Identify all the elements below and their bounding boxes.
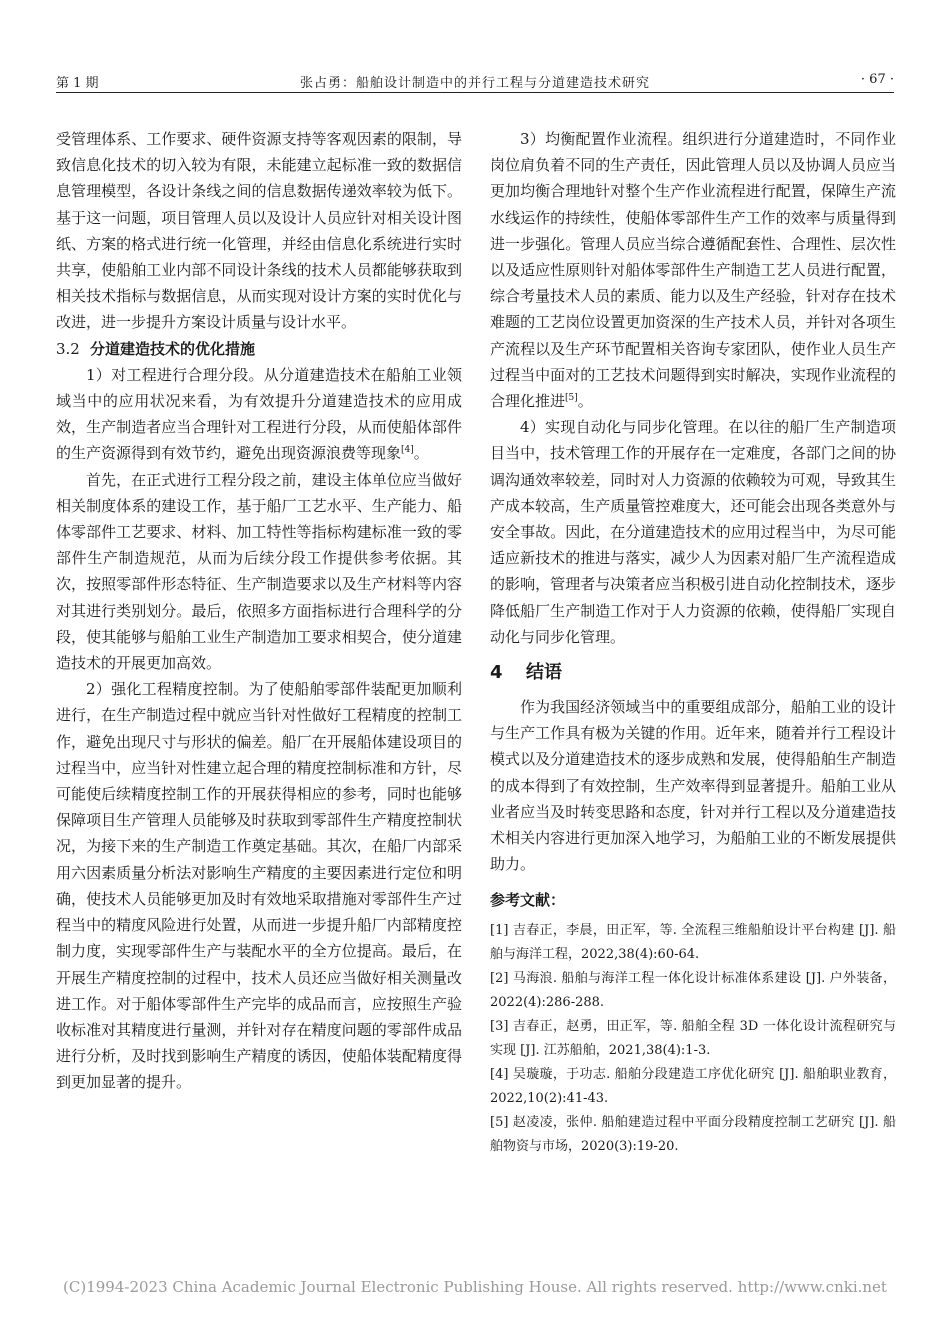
reference-item: [4] 吴璇璇，于功志. 船舶分段建造工序优化研究 [J]. 船舶职业教育，2022,10(2):41-43. [490,1067,896,1107]
paragraph-steps: 首先，在正式进行工程分段之前，建设主体单位应当做好相关制度体系的建设工作，基于船厂工艺水平、生产能力、船体零部件工艺要求、材料、加工特性等指标构建标准一致的零部件生产制造规范，从而为后续分段工作提供参考依据。其次，按照零部件形态特征、生产制造要求以及生产材料等内容对其进行类别划分。最后，依照多方面指标进行合理科学的分段，使其能够与船舶工业生产制造加工要求相契合，使分道建造技术的开展更加高效。 [56,470,462,673]
citation-ref: [5] [565,393,578,404]
section-number: 4 [490,662,503,684]
paragraph-text: 3）均衡配置作业流程。组织进行分道建造时，不同作业岗位肩负着不同的生产责任，因此管理人员以及协调人员应当更加均衡合理地针对整个生产作业流程进行配置，保障生产流水线运作的持续性，使船体零部件生产工作的效率与质量得到进一步强化。管理人员应当综合遵循配套性、合理性、层次性以及适应性原则针对船体零部件生产制造工艺人员进行配置，综合考量技术人员的素质、能力以及生产经验，针对存在技术难题的工艺岗位设置更加资深的生产技术人员，并针对各项生产流程以及生产环节配置相关咨询专家团队，使作业人员生产过程当中面对的工艺技术问题得到实时解决，实现作业流程的合理化推进 [490,130,896,411]
issue-number: 第 1 期 [56,76,99,91]
section-title: 结语 [526,662,562,684]
right-column [490,126,896,1159]
reference-item: [1] 吉春正，李晨，田正军，等. 全流程三维船舶设计平台构建 [J]. 船舶与海洋工程，2022,38(4):60-64. [490,923,896,963]
copyright-footer: (C)1994-2023 China Academic Journal Electronic Publishing House. All rights reserved. http://www.cnki.net [63,1278,887,1296]
reference-item: [2] 马海浪. 船舶与海洋工程一体化设计标准体系建设 [J]. 户外装备，2022(4):286-288. [490,971,896,1011]
reference-list [490,919,896,1159]
section-heading [490,658,896,688]
subsection-number: 3.2 [56,339,80,358]
paragraph-automation: 4）实现自动化与同步化管理。在以往的船厂生产制造项目当中，技术管理工作的开展存在一定难度，各部门之间的协调沟通效率较差，同时对人力资源的依赖较为可观，导致其生产成本较高，生产质量管控难度大，还可能会出现各类意外与安全事故。因此，在分道建造技术的应用过程当中，为尽可能适应新技术的推进与落实，减少人为因素对船厂生产流程造成的影响，管理者与决策者应当积极引进自动化控制技术，逐步降低船厂生产制造工作对于人力资源的依赖，使得船厂实现自动化与同步化管理。 [490,418,896,646]
subsection-heading [56,336,462,362]
paragraph-end: 。 [413,444,429,463]
subsection-title: 分道建造技术的优化措施 [90,339,256,358]
reference-item: [3] 吉春正，赵勇，田正军，等. 船舶全程 3D 一体化设计流程研究与实现 [J]. 江苏船舶，2021,38(4):1-3. [490,1019,896,1059]
paragraph-intro: 受管理体系、工作要求、硬件资源支持等客观因素的限制，导致信息化技术的切入较为有限，未能建立起标准一致的数据信息管理模型，各设计条线之间的信息数据传递效率较为低下。基于这一问题，项目管理人员以及设计人员应针对相关设计图纸、方案的格式进行统一化管理，并经由信息化系统进行实时共享，使船舶工业内部不同设计条线的技术人员都能够获取到相关技术指标与数据信息，从而实现对设计方案的实时优化与改进，进一步提升方案设计质量与设计水平。 [56,130,462,332]
page-number: · 67 · [860,72,894,87]
paragraph-workflow [490,126,896,414]
paragraph-segmentation [56,362,462,467]
paragraph-text: 1）对工程进行合理分段。从分道建造技术在船舶工业领域当中的应用状况来看，为有效提升分道建造技术的应用成效，生产制造者应当合理针对工程进行分段，从而使船体部件的生产资源得到有效节约，避免出现资源浪费等现象 [56,365,462,463]
paragraph-conclusion: 作为我国经济领域当中的重要组成部分，船舶工业的设计与生产工作具有极为关键的作用。近年来，随着并行工程设计模式以及分道建造技术的逐步成熟和发展，使得船舶生产制造的成本得到了有效控制，生产效率得到显著提升。船舶工业从业者应当及时转变思路和态度，针对并行工程以及分道建造技术相关内容进行更加深入地学习，为船舶工业的不断发展提供助力。 [490,698,896,874]
running-title: 张占勇：船舶设计制造中的并行工程与分道建造技术研究 [299,76,650,91]
left-column [56,126,462,1096]
paragraph-precision: 2）强化工程精度控制。为了使船舶零部件装配更加顺利进行，在生产制造过程中就应当针对性做好工程精度的控制工作，避免出现尺寸与形状的偏差。船厂在开展船体建设项目的过程当中，应当针对性建立起合理的精度控制标准和方针，尽可能使后续精度控制工作的开展获得相应的参考，同时也能够保障项目生产管理人员能够及时获取到零部件生产精度控制状况，为接下来的生产制造工作奠定基础。其次，在船厂内部采用六因素质量分析法对影响生产精度的主要因素进行定位和明确，使技术人员能够更加及时有效地采取措施对零部件生产过程当中的精度风险进行处置，从而进一步提升船厂内部精度控制力度，实现零部件生产与装配水平的全方位提高。最后，在开展生产精度控制的过程中，技术人员还应当做好相关测量改进工作。对于船体零部件生产完毕的成品而言，应按照生产验收标准对其精度进行量测，并针对存在精度问题的零部件成品进行分析，及时找到影响生产精度的诱因，使船体装配精度得到更加显著的提升。 [56,680,462,1092]
running-header [56,64,894,93]
references-heading: 参考文献： [490,891,566,910]
reference-item: [5] 赵凌凌，张仲. 船舶建造过程中平面分段精度控制工艺研究 [J]. 船舶物资与市场，2020(3):19-20. [490,1115,896,1155]
paragraph-end: 。 [577,392,593,411]
citation-ref: [4] [401,445,414,456]
